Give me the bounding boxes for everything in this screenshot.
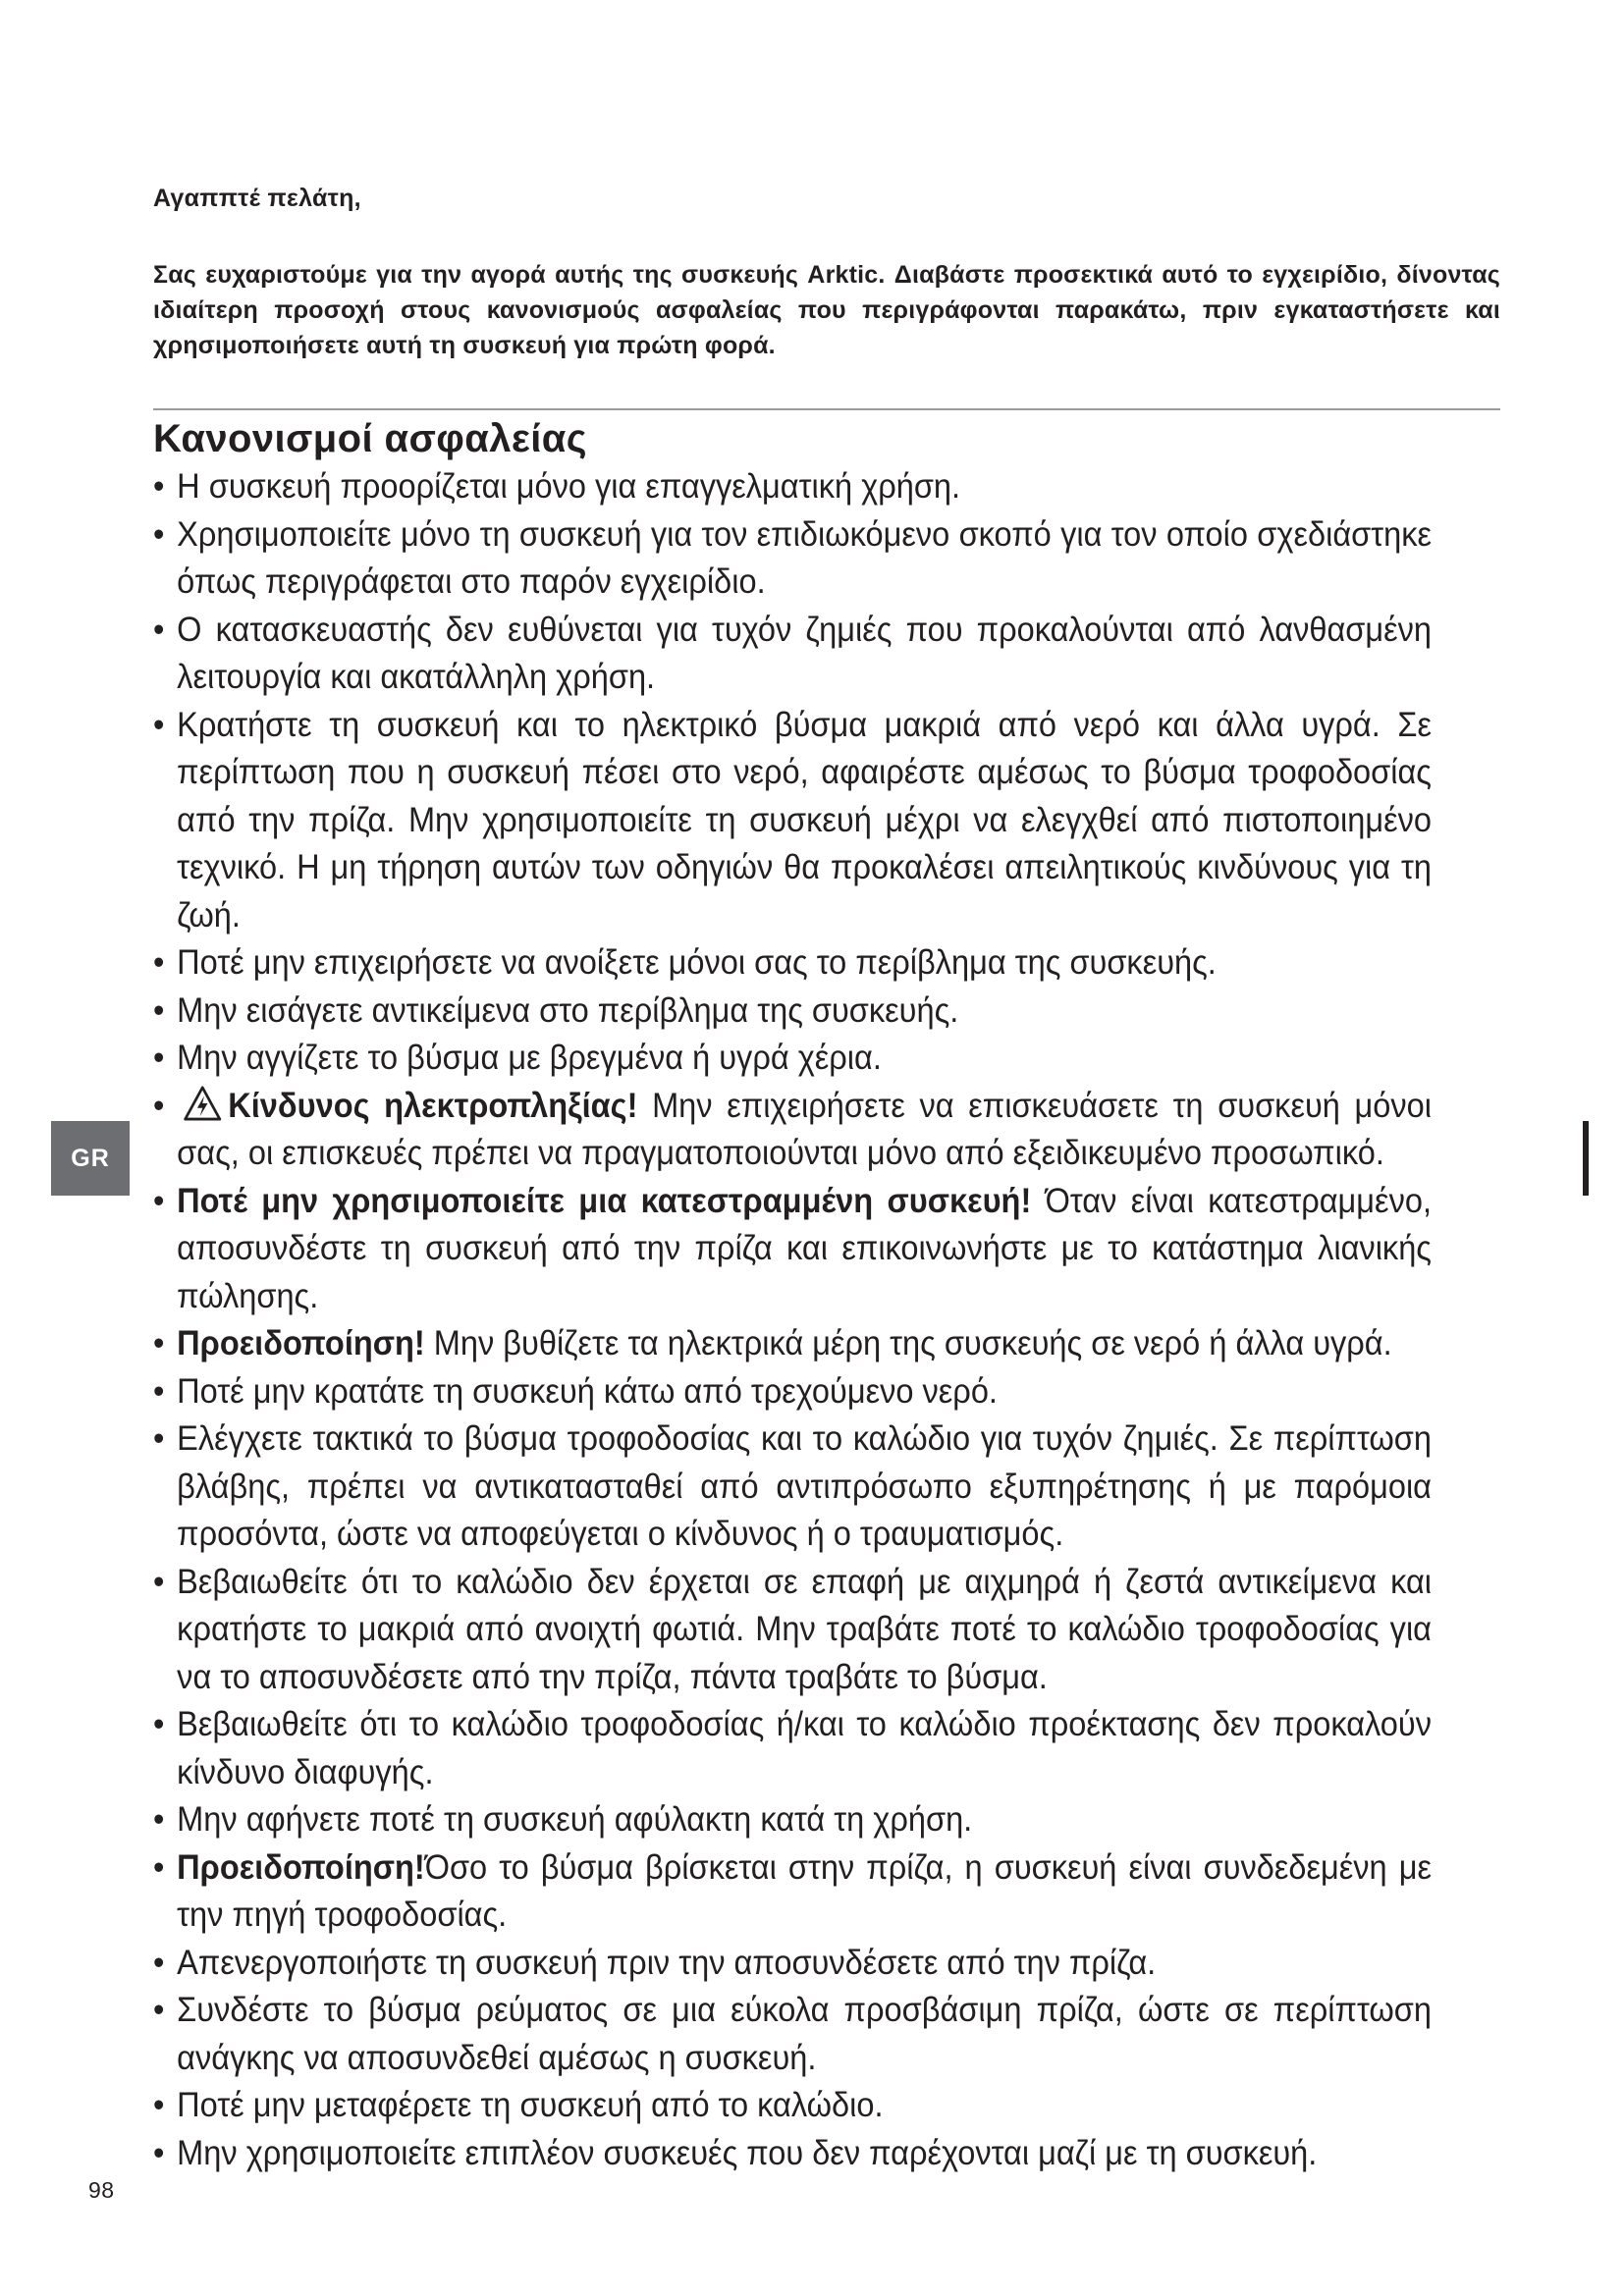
rule-text: Απενεργοποιήστε τη συσκευή πριν την αποσυνδέσετε από την πρίζα. [177,1943,1157,1982]
rule-text: Μην αγγίζετε το βύσμα με βρεγμένα ή υγρά χέρια. [177,1039,882,1077]
bullet: • [153,1705,165,1743]
safety-rule [153,988,1432,1036]
section-title: Κανονισμοί ασφαλείας [153,417,587,460]
electric-hazard-warning-icon [183,1086,223,1121]
rule-text: Συνδέστε το βύσμα ρεύματος σε μια εύκολα προσβάσιμη πρίζα, ώστε σε περίπτωση ανάγκης να αποσυνδεθεί αμέσως η συσκευή. [177,1991,1433,2077]
rule-text: Η συσκευή προορίζεται μόνο για επαγγελματική χρήση. [177,467,961,506]
safety-rule [153,511,1432,607]
side-marker [1583,1121,1589,1196]
safety-rule [153,1701,1432,1796]
bullet: • [153,1562,165,1601]
bullet: • [153,1847,165,1887]
rule-text: Όσο το βύσμα βρίσκεται στην πρίζα, η συσκευή είναι συνδεδεμένη με την πηγή τροφοδοσίας. [177,1847,1432,1934]
rule-text: Μην αφήνετε ποτέ τη συσκευή αφύλακτη κατά τη χρήση. [177,1800,973,1839]
bullet: • [153,1800,165,1839]
safety-rule [153,463,1432,511]
rule-text: Μην βυθίζετε τα ηλεκτρικά μέρη της συσκευής σε νερό ή άλλα υγρά. [424,1324,1392,1362]
safety-rules-list [153,463,1432,2177]
bullet: • [153,943,165,982]
greeting: Αγαππτέ πελάτη, [153,185,361,212]
section-divider [153,408,1500,410]
rule-text: Μην εισάγετε αντικείμενα στο περίβλημα της συσκευής. [177,990,959,1030]
bullet: • [153,1991,165,2029]
rule-emphasis: Προειδοποίηση! [177,1324,425,1362]
page-number: 98 [88,2177,115,2203]
rule-text: Όταν είναι κατεστραμμένο, αποσυνδέστε τη συσκευή από την πρίζα και επικοινωνήστε με το κατάστημα λιανικής πώλησης. [177,1181,1433,1315]
rule-emphasis: Ποτέ μην χρησιμοποιείτε μια κατεστραμμένη συσκευή! [177,1181,1032,1220]
rule-text: Μην επιχειρήσετε να επισκευάσετε τη συσκευή μόνοι σας, οι επισκευές πρέπει να πραγματοποιούνται μόνο από εξειδικευμένο προσωπικό. [177,1086,1432,1172]
rule-text: Μην χρησιμοποιείτε επιπλέον συσκευές που δεν παρέχονται μαζί με τη συσκευή. [177,2133,1318,2172]
rule-text: Ποτέ μην επιχειρήσετε να ανοίξετε μόνοι σας το περίβλημα της συσκευής. [177,943,1217,982]
rule-text: Ελέγχετε τακτικά το βύσμα τροφοδοσίας και το καλώδιο για τυχόν ζημιές. Σε περίπτωση βλάβης, πρέπει να αντικατασταθεί από αντιπρόσωπο εξυπηρέτησης ή με παρόμοια προσόντα, ώστε να αποφεύγεται ο κίνδυνος ή ο τραυματισμός. [177,1419,1433,1553]
rule-text: Χρησιμοποιείτε μόνο τη συσκευή για τον επιδιωκόμενο σκοπό για τον οποίο σχεδιάστηκε όπως περιγράφεται στο παρόν εγχειρίδιο. [177,514,1433,601]
safety-rule [153,2130,1432,2178]
bullet: • [153,1324,165,1362]
safety-rule [153,1844,1432,1940]
bullet: • [153,1371,165,1411]
safety-rule [153,702,1432,940]
safety-rule [153,607,1432,702]
rule-text: Ο κατασκευαστής δεν ευθύνεται για τυχόν ζημιές που προκαλούνται από λανθασμένη λειτουργία και ακατάλληλη χρήση. [177,610,1433,696]
safety-rule [153,1940,1432,1988]
safety-rule [153,1320,1432,1368]
bullet: • [153,1086,165,1125]
rule-text: Βεβαιωθείτε ότι το καλώδιο δεν έρχεται σε επαφή με αιχμηρά ή ζεστά αντικείμενα και κρατήστε το μακριά από ανοιχτή φωτιά. Μην τραβάτε ποτέ το καλώδιο τροφοδοσίας για να το αποσυνδέσετε από την πρίζα, πάντα τραβάτε το βύσμα. [177,1562,1433,1696]
bullet: • [153,610,165,649]
safety-rule [153,2082,1432,2130]
bullet: • [153,467,165,506]
safety-rule-electric-shock [153,1083,1432,1178]
rule-text: Κρατήστε τη συσκευή και το ηλεκτρικό βύσμα μακριά από νερό και άλλα υγρά. Σε περίπτωση που η συσκευή πέσει στο νερό, αφαιρέστε αμέσως το βύσμα τροφοδοσίας από την πρίζα. Μην χρησιμοποιείτε τη συσκευή μέχρι να ελεγχθεί από πιστοποιημένο τεχνικό. Η μη τήρηση αυτών των οδηγιών θα προκαλέσει απειλητικούς κινδύνους για τη ζωή. [177,705,1433,934]
safety-rule [153,1559,1432,1702]
language-tab: GR [51,1121,130,1196]
safety-rule [153,1178,1432,1321]
safety-rule [153,1987,1432,2082]
safety-rule [153,939,1432,988]
rule-emphasis: Κίνδυνος ηλεκτροπληξίας! [228,1086,638,1125]
intro-paragraph: Σας ευχαριστούμε για την αγορά αυτής της συσκευής Arktic. Διαβάστε προσεκτικά αυτό το εγχειρίδιο, δίνοντας ιδιαίτερη προσοχή στους κανονισμούς ασφαλείας που περιγράφονται παρακάτω, πριν εγκαταστήσετε και χρησιμοποιήσετε αυτή τη συσκευή για πρώτη φορά. [153,261,1500,359]
safety-rule [153,1415,1432,1559]
bullet: • [153,2086,165,2124]
safety-rule [153,1796,1432,1844]
safety-rule [153,1035,1432,1083]
bullet: • [153,1181,165,1220]
rule-text: Ποτέ μην κρατάτε τη συσκευή κάτω από τρεχούμενο νερό. [177,1371,998,1411]
bullet: • [153,1039,165,1077]
bullet: • [153,1943,165,1982]
bullet: • [153,2133,165,2172]
rule-emphasis: Προειδοποίηση! [177,1847,425,1887]
rule-text: Ποτέ μην μεταφέρετε τη συσκευή από το καλώδιο. [177,2086,884,2124]
rule-text: Βεβαιωθείτε ότι το καλώδιο τροφοδοσίας ή/και το καλώδιο προέκτασης δεν προκαλούν κίνδυνο διαφυγής. [177,1705,1433,1791]
bullet: • [153,705,165,744]
safety-rule [153,1368,1432,1416]
bullet: • [153,1419,165,1458]
bullet: • [153,514,165,554]
bullet: • [153,990,165,1030]
